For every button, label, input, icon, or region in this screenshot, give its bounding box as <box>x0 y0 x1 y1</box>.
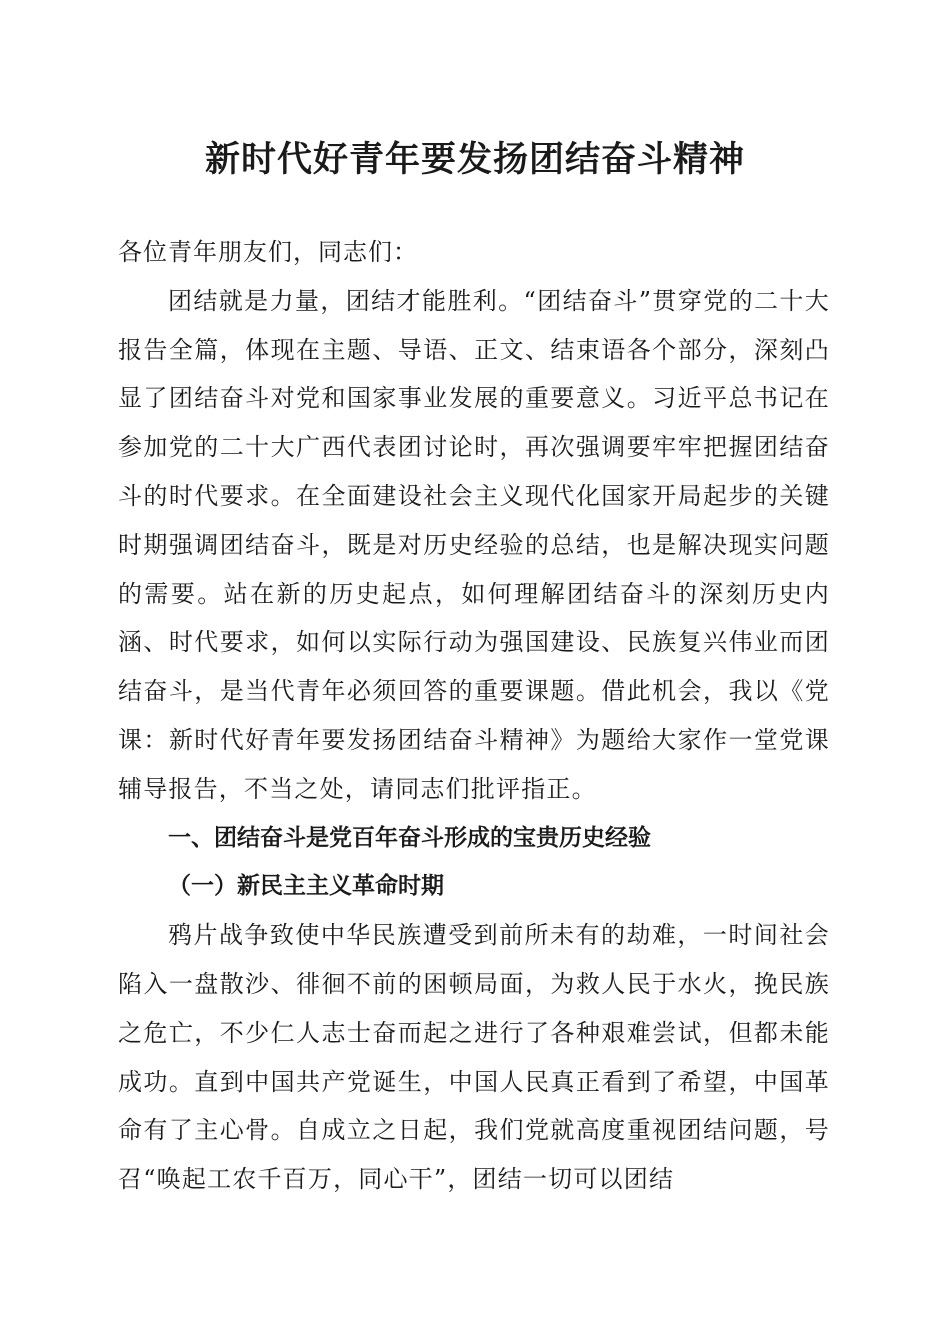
intro-paragraph: 团结就是力量，团结才能胜利。“团结奋斗”贯穿党的二十大报告全篇，体现在主题、导语、正文、结束语各个部分，深刻凸显了团结奋斗对党和国家事业发展的重要意义。习近平总书记在参加党的二十大广西代表团讨论时，再次强调要牢牢把握团结奋斗的时代要求。在全面建设社会主义现代化国家开局起步的关键时期强调团结奋斗，既是对历史经验的总结，也是解决现实问题的需要。站在新的历史起点，如何理解团结奋斗的深刻历史内涵、时代要求，如何以实际行动为强国建设、民族复兴伟业而团结奋斗，是当代青年必须回答的重要课题。借此机会，我以《党课：新时代好青年要发扬团结奋斗精神》为题给大家作一堂党课辅导报告，不当之处，请同志们批评指正。 <box>118 286 830 803</box>
document-body <box>118 228 830 1204</box>
section-heading-1: 一、团结奋斗是党百年奋斗形成的宝贵历史经验 <box>168 824 651 851</box>
document-title: 新时代好青年要发扬团结奋斗精神 <box>204 139 745 180</box>
salutation: 各位青年朋友们，同志们： <box>118 238 418 266</box>
subsection-paragraph-1: 鸦片战争致使中华民族遭受到前所未有的劫难，一时间社会陷入一盘散沙、徘徊不前的困顿局面，为救人民于水火，挽民族之危亡，不少仁人志士奋而起之进行了各种艰难尝试，但都未能成功。直到中国共产党诞生，中国人民真正看到了希望，中国革命有了主心骨。自成立之日起，我们党就高度重视团结问题，号召“唤起工农千百万，同心干”，团结一切可以团结 <box>118 921 830 1194</box>
subsection-heading-1: （一）新民主主义革命时期 <box>168 872 444 900</box>
